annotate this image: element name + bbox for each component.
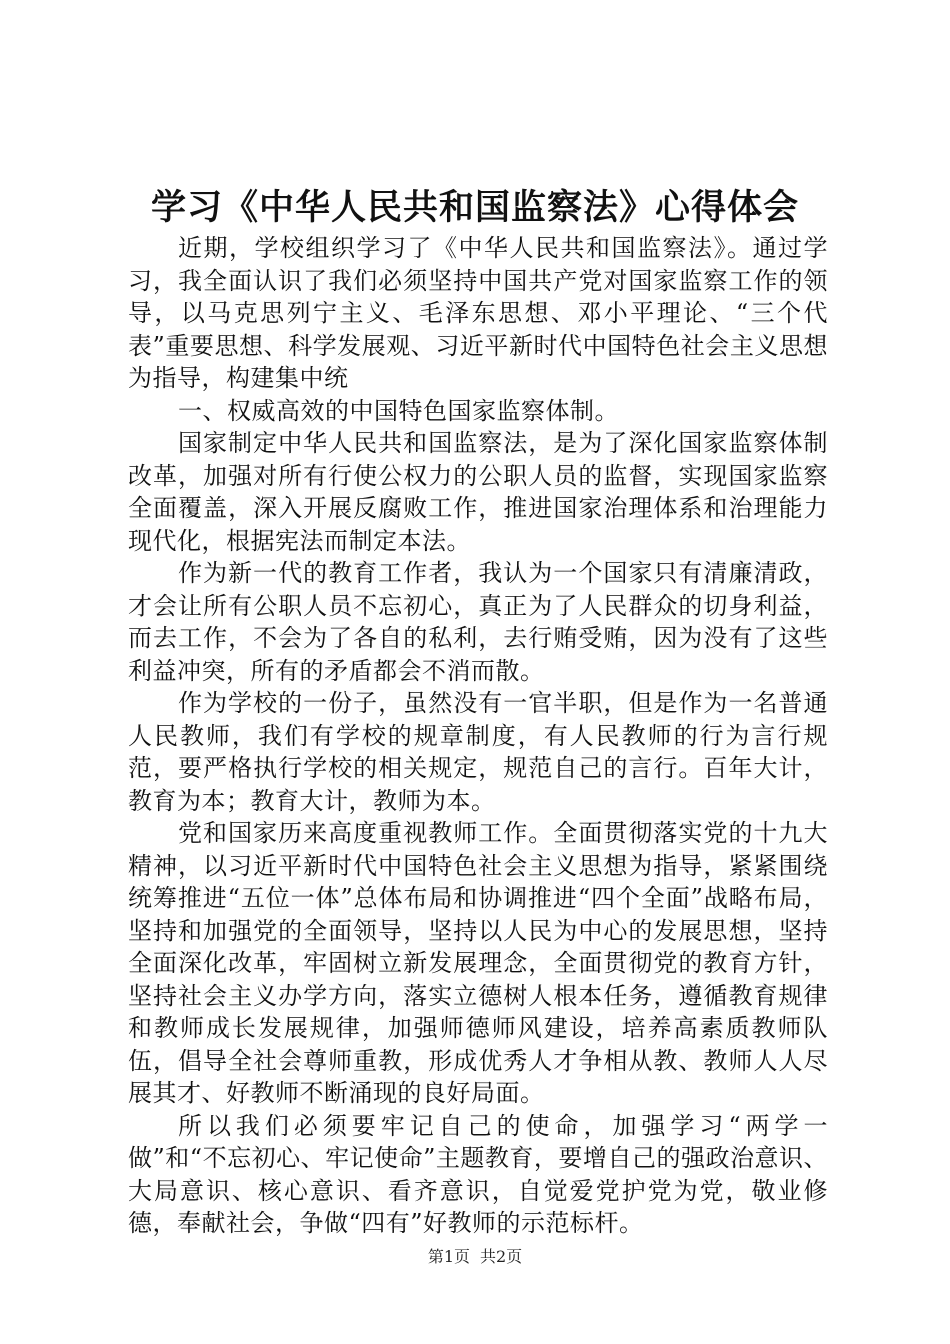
paragraph-law-purpose: 国家制定中华人民共和国监察法，是为了深化国家监察体制改革，加强对所有行使公权力的公职人员的监督，实现国家监察全面覆盖，深入开展反腐败工作，推进国家治理体系和治理能力现代化，根据宪法而制定本法。 — [128, 429, 828, 555]
page-total: 共2页 — [480, 1247, 523, 1266]
document-body — [128, 232, 828, 1240]
paragraph-intro-continued: 一、权威高效的中国特色国家监察体制。 — [178, 396, 619, 425]
paragraph-intro: 近期，学校组织学习了《中华人民共和国监察法》。通过学习，我全面认识了我们必须坚持中国共产党对国家监察工作的领导，以马克思列宁主义、毛泽东思想、邓小平理论、“三个代表”重要思想、科学发展观、习近平新时代中国特色社会主义思想为指导，构建集中统 — [128, 234, 828, 392]
page-footer — [0, 1244, 950, 1267]
paragraph-conclusion: 所以我们必须要牢记自己的使命，加强学习“两学一做”和“不忘初心、牢记使命”主题教育，要增自己的强政治意识、大局意识、核心意识、看齐意识，自觉爱党护党为党，敬业修德，奉献社会，争做“四有”好教师的示范标杆。 — [128, 1111, 828, 1237]
paragraph-school-member: 作为学校的一份子，虽然没有一官半职，但是作为一名普通人民教师，我们有学校的规章制度，有人民教师的行为言行规范，要严格执行学校的相关规定，规范自己的言行。百年大计，教育为本；教育大计，教师为本。 — [128, 689, 828, 815]
paragraph-educator-view: 作为新一代的教育工作者，我认为一个国家只有清廉清政，才会让所有公职人员不忘初心，真正为了人民群众的切身利益，而去工作，不会为了各自的私利，去行贿受贿，因为没有了这些利益冲突，所有的矛盾都会不消而散。 — [128, 559, 828, 685]
document-title: 学习《中华人民共和国监察法》心得体会 — [150, 187, 799, 228]
paragraph-teacher-work: 党和国家历来高度重视教师工作。全面贯彻落实党的十九大精神，以习近平新时代中国特色社会主义思想为指导，紧紧围绕统筹推进“五位一体”总体布局和协调推进“四个全面”战略布局，坚持和加强党的全面领导，坚持以人民为中心的发展思想，坚持全面深化改革，牢固树立新发展理念，全面贯彻党的教育方针，坚持社会主义办学方向，落实立德树人根本任务，遵循教育规律和教师成长发展规律，加强师德师风建设，培养高素质教师队伍，倡导全社会尊师重教，形成优秀人才争相从教、教师人人尽展其才、好教师不断涌现的良好局面。 — [128, 819, 828, 1107]
page-number: 第1页 — [427, 1247, 470, 1266]
